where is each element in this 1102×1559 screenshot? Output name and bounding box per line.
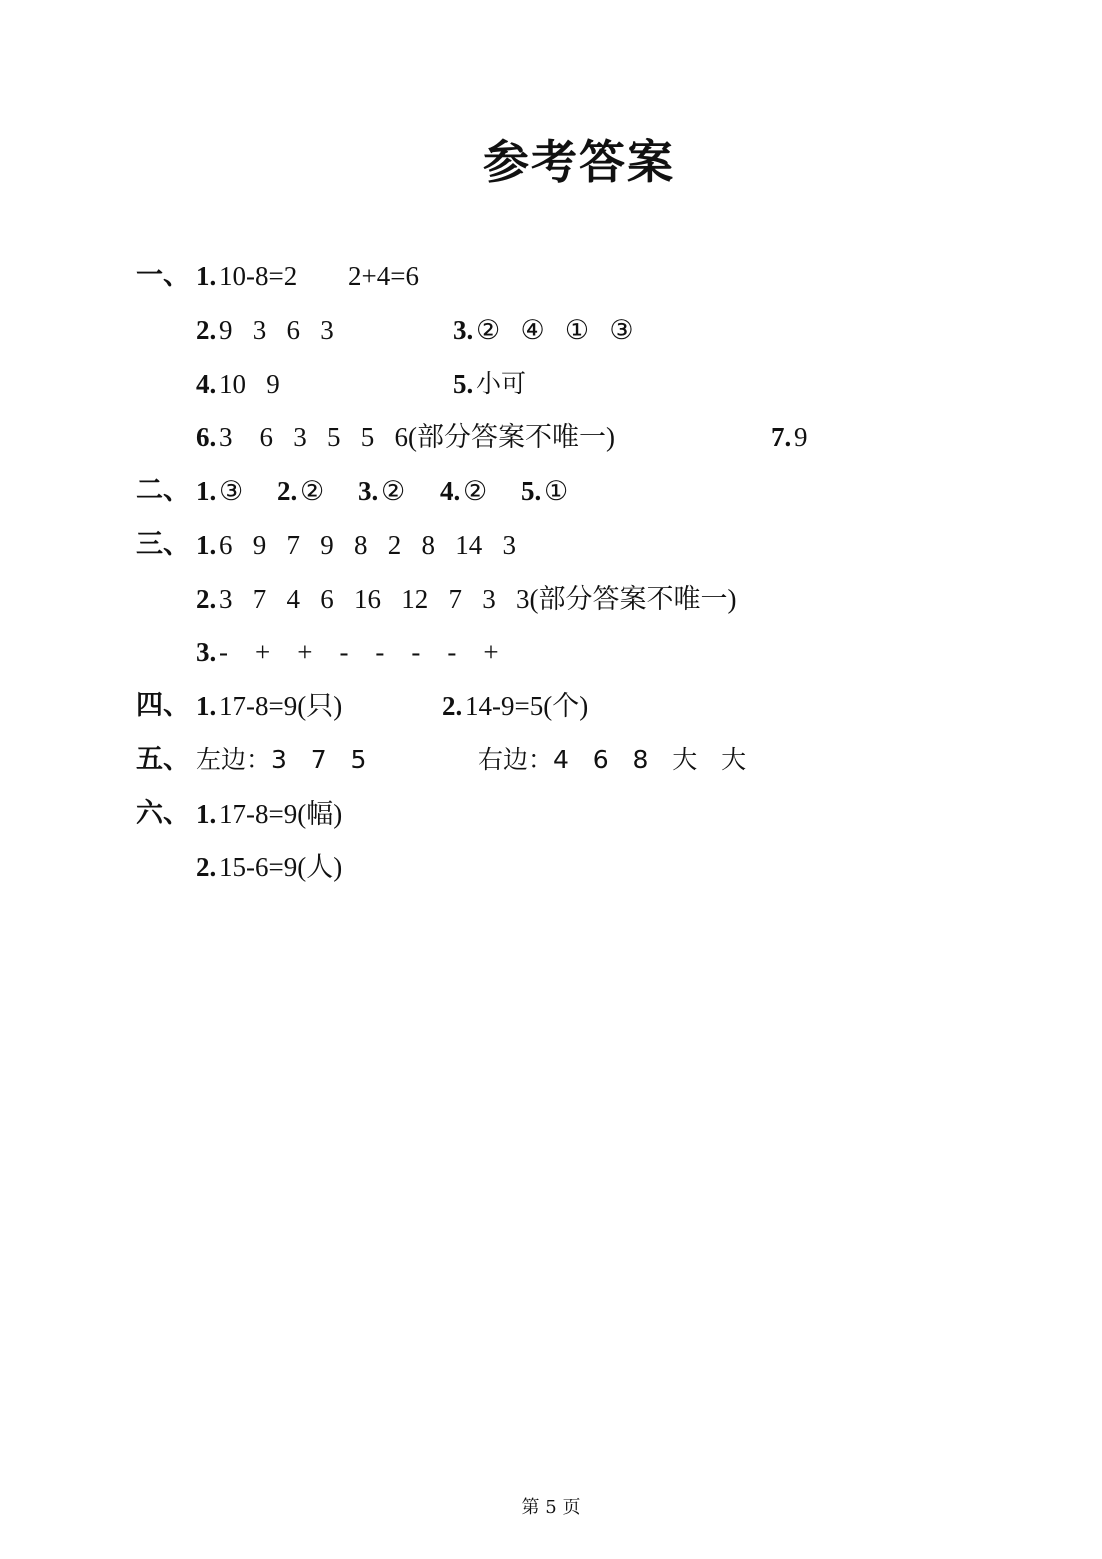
- answer-text: 17-8=9(幅): [219, 799, 343, 829]
- question-number: 4.: [196, 369, 217, 399]
- question-number: 2.: [196, 852, 217, 882]
- answer-row-6-1: [0, 794, 1102, 834]
- answer-text: ②: [381, 476, 406, 506]
- question-number: 2.: [442, 691, 463, 721]
- answer-row-1-3: [0, 364, 1102, 404]
- answer-text: 小可: [476, 369, 527, 398]
- question-number: 7.: [771, 422, 792, 452]
- answer-text: 10-8=2: [219, 261, 298, 291]
- question-number: 3.: [358, 476, 379, 506]
- page-number: 第 5 页: [521, 1497, 581, 1518]
- question-number: 3.: [196, 637, 217, 667]
- answer-text: 3 6 3 5 5 6(部分答案不唯一): [219, 422, 615, 452]
- question-number: 6.: [196, 422, 217, 452]
- question-number: 2.: [277, 476, 298, 506]
- answer-row-6-2: [0, 847, 1102, 887]
- answer-row-4: [0, 686, 1102, 726]
- answer-row-1-4: [0, 417, 1102, 457]
- question-number: 3.: [453, 315, 474, 345]
- question-number: 5.: [453, 369, 474, 399]
- question-number: 4.: [440, 476, 461, 506]
- section-label: 四、: [136, 690, 190, 721]
- question-number: 1.: [196, 530, 217, 560]
- section-label: 三、: [136, 529, 190, 560]
- answer-text: ①: [544, 476, 569, 506]
- answer-text: ②: [300, 476, 325, 506]
- section-label: 二、: [136, 475, 190, 506]
- answer-row-1-1: [0, 256, 1102, 296]
- question-number: 1.: [196, 261, 217, 291]
- answer-text: 9: [794, 422, 808, 452]
- answer-text: - + + - - - - +: [219, 637, 499, 667]
- section-label: 六、: [136, 798, 190, 829]
- answer-text: 17-8=9(只): [219, 691, 343, 721]
- page-title: 参考答案: [483, 135, 675, 189]
- answer-text: 右边：4 6 8 大 大: [478, 745, 747, 774]
- answer-text: ② ④ ① ③: [476, 315, 634, 345]
- answer-text: 6 9 7 9 8 2 8 14 3: [219, 530, 516, 560]
- question-number: 1.: [196, 691, 217, 721]
- answer-row-1-2: [0, 310, 1102, 350]
- answer-row-3-2: [0, 579, 1102, 619]
- answer-text: 9 3 6 3: [219, 315, 334, 345]
- section-label: 五、: [136, 744, 190, 775]
- answer-text: ②: [463, 476, 488, 506]
- answer-text: 15-6=9(人): [219, 852, 343, 882]
- answer-row-3-3: [0, 632, 1102, 672]
- answer-text: 2+4=6: [348, 261, 419, 291]
- answer-row-2: [0, 471, 1102, 511]
- section-label: 一、: [136, 260, 190, 291]
- question-number: 1.: [196, 476, 217, 506]
- answer-text: 左边：3 7 5: [196, 745, 367, 774]
- answer-text: 14-9=5(个): [465, 691, 589, 721]
- question-number: 1.: [196, 799, 217, 829]
- question-number: 2.: [196, 584, 217, 614]
- answer-row-5: [0, 740, 1102, 780]
- question-number: 5.: [521, 476, 542, 506]
- question-number: 2.: [196, 315, 217, 345]
- answer-text: 10 9: [219, 369, 280, 399]
- answer-text: ③: [219, 476, 244, 506]
- answer-row-3-1: [0, 525, 1102, 565]
- answer-text: 3 7 4 6 16 12 7 3 3(部分答案不唯一): [219, 584, 737, 614]
